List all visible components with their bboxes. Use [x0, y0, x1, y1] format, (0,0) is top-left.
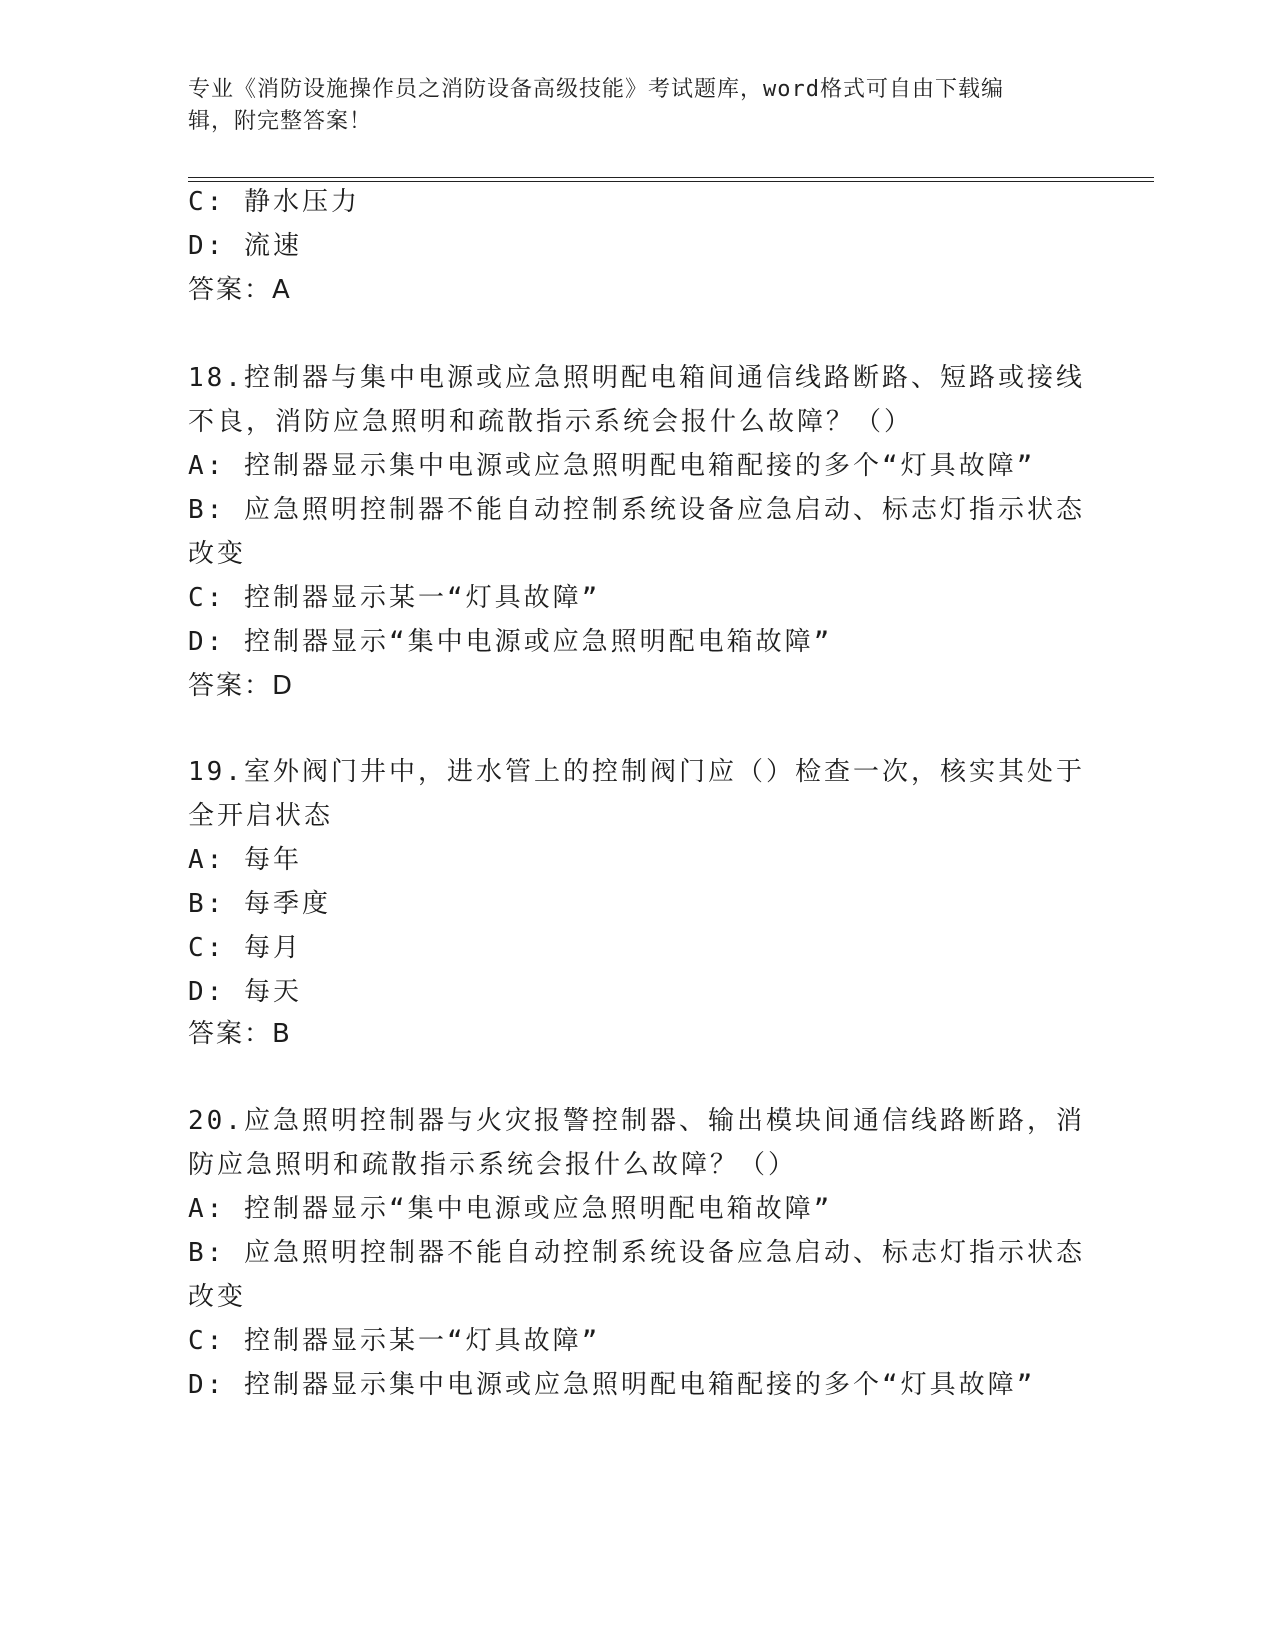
q20-option-b-line-2: 改变 [188, 1282, 247, 1312]
q17-option-c: C: 静水压力 [188, 187, 360, 217]
q19-option-a: A: 每年 [188, 845, 302, 875]
q19-stem-line-1: 19.室外阀门井中，进水管上的控制阀门应（）检查一次，核实其处于 [188, 757, 1085, 787]
document-header [188, 74, 1068, 138]
q17-answer: 答案：A [188, 275, 292, 305]
q19-option-d: D: 每天 [188, 977, 302, 1007]
q18-answer: 答案：D [188, 671, 295, 701]
q19-option-b: B: 每季度 [188, 889, 331, 919]
q18-option-d: D: 控制器显示“集中电源或应急照明配电箱故障” [188, 627, 833, 657]
header-divider-top [188, 177, 1154, 178]
q18-option-c: C: 控制器显示某一“灯具故障” [188, 583, 601, 613]
q19-stem-line-2: 全开启状态 [188, 801, 334, 831]
header-divider-bottom [188, 181, 1154, 182]
q18-option-b-line-1: B: 应急照明控制器不能自动控制系统设备应急启动、标志灯指示状态 [188, 495, 1085, 525]
q18-option-a: A: 控制器显示集中电源或应急照明配电箱配接的多个“灯具故障” [188, 451, 1036, 481]
q18-option-b-line-2: 改变 [188, 539, 247, 569]
q19-option-c: C: 每月 [188, 933, 302, 963]
q18-stem-line-1: 18.控制器与集中电源或应急照明配电箱间通信线路断路、短路或接线 [188, 363, 1085, 393]
header-line-1: 专业《消防设施操作员之消防设备高级技能》考试题库，word格式可自由下载编 [188, 77, 1004, 102]
q20-option-b-line-1: B: 应急照明控制器不能自动控制系统设备应急启动、标志灯指示状态 [188, 1238, 1085, 1268]
q20-stem-line-1: 20.应急照明控制器与火灾报警控制器、输出模块间通信线路断路，消 [188, 1106, 1085, 1136]
header-line-2: 辑，附完整答案！ [188, 109, 373, 134]
q20-option-c: C: 控制器显示某一“灯具故障” [188, 1326, 601, 1356]
q17-option-d: D: 流速 [188, 231, 302, 261]
q19-answer: 答案：B [188, 1019, 292, 1049]
q20-stem-line-2: 防应急照明和疏散指示系统会报什么故障？（） [188, 1150, 798, 1180]
q18-stem-line-2: 不良，消防应急照明和疏散指示系统会报什么故障？（） [188, 407, 914, 437]
q20-option-a: A: 控制器显示“集中电源或应急照明配电箱故障” [188, 1194, 833, 1224]
q20-option-d: D: 控制器显示集中电源或应急照明配电箱配接的多个“灯具故障” [188, 1370, 1036, 1400]
